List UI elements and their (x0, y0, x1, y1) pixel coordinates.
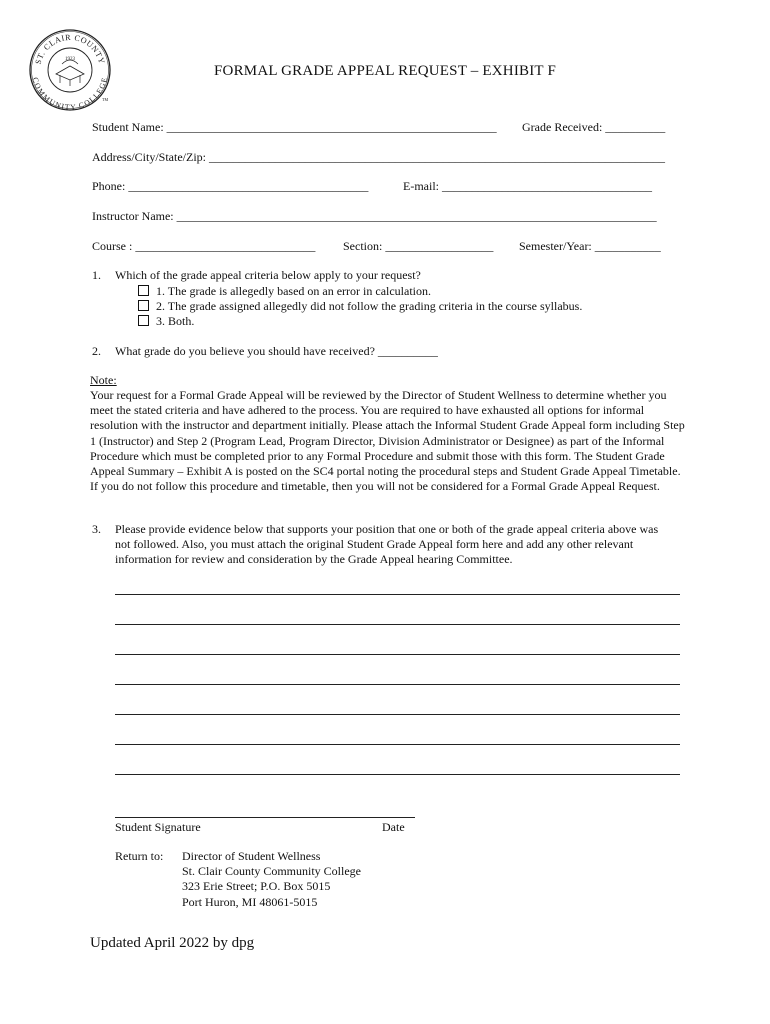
svg-text:ST. CLAIR COUNTY: ST. CLAIR COUNTY (33, 32, 107, 66)
question-3-text: Please provide evidence below that supports your position that one or both of the grade appeal criteria above was not followed. Also, you must attach the original Student Grade Appeal form here and add any other relevant information for review and consideration by the Grade Appeal hearing Committee. (115, 522, 659, 567)
question-1-number: 1. (92, 268, 101, 282)
note-body: Your request for a Formal Grade Appeal will be reviewed by the Director of Student Wellness to determine whether you meet the stated criteria and have adhered to the process. You are required to have exhausted all options for informal resolution with the instructor and department initially. Please attach the Informal Student Grade Appeal form including Step 1 (Instructor) and Step 2 (Program Lead, Program Director, Division Administrator or Designee) as part of the Informal Procedure which must be completed prior to any Formal Procedure and submit those with this form. The Student Grade Appeal Summary – Exhibit A is posted on the SC4 portal noting the procedural steps and Student Grade Appeal Timetable. If you do not follow this procedure and timetable, then you will not be considered for a Formal Grade Appeal Request. (90, 388, 685, 494)
signature-label: Student Signature (115, 820, 201, 834)
question-2-number: 2. (92, 344, 101, 358)
instructor-name-field[interactable]: Instructor Name: ________________________________________________________________________________ (92, 209, 657, 223)
phone-field[interactable]: Phone: ________________________________________ (92, 179, 369, 193)
page-title: FORMAL GRADE APPEAL REQUEST – EXHIBIT F (214, 63, 556, 79)
evidence-line-3[interactable] (115, 654, 680, 655)
grade-received-field[interactable]: Grade Received: __________ (522, 120, 666, 134)
evidence-line-6[interactable] (115, 744, 680, 745)
return-address-line: 323 Erie Street; P.O. Box 5015 (182, 879, 331, 894)
criteria-option-2-label: 2. The grade assigned allegedly did not follow the grading criteria in the course syllabus. (156, 299, 583, 313)
signature-line[interactable] (115, 817, 415, 818)
criteria-option-1[interactable] (138, 284, 431, 299)
checkbox[interactable] (138, 315, 149, 326)
course-field[interactable]: Course : ______________________________ (92, 239, 316, 253)
evidence-line-4[interactable] (115, 684, 680, 685)
evidence-line-7[interactable] (115, 774, 680, 775)
criteria-option-3[interactable] (138, 314, 194, 329)
note-heading: Note: (90, 373, 117, 387)
criteria-option-2[interactable] (138, 299, 582, 314)
checkbox[interactable] (138, 300, 149, 311)
section-field[interactable]: Section: __________________ (343, 239, 494, 253)
email-field[interactable]: E-mail: ___________________________________ (403, 179, 652, 193)
return-address (182, 849, 361, 910)
return-address-line: St. Clair County Community College (182, 864, 362, 879)
footer-updated-note: Updated April 2022 by dpg (90, 935, 255, 951)
semester-year-field[interactable]: Semester/Year: ___________ (519, 239, 661, 253)
return-address-line: Director of Student Wellness (182, 849, 321, 863)
trademark-mark: TM (102, 97, 108, 102)
address-field[interactable]: Address/City/State/Zip: ____________________________________________________________________________ (92, 150, 665, 164)
evidence-line-2[interactable] (115, 624, 680, 625)
return-address-line: Port Huron, MI 48061-5015 (182, 894, 318, 909)
question-3-number: 3. (92, 522, 101, 536)
evidence-line-1[interactable] (115, 594, 680, 595)
student-name-field[interactable]: Student Name: _______________________________________________________ (92, 120, 497, 134)
question-1-text: Which of the grade appeal criteria below apply to your request? (115, 268, 421, 282)
svg-text:COMMUNITY COLLEGE: COMMUNITY COLLEGE (30, 76, 110, 112)
evidence-line-5[interactable] (115, 714, 680, 715)
question-2-text[interactable]: What grade do you believe you should have received? __________ (115, 344, 438, 358)
return-to-label: Return to: (115, 849, 164, 863)
checkbox[interactable] (138, 285, 149, 296)
date-label: Date (382, 820, 405, 834)
criteria-option-1-label: 1. The grade is allegedly based on an error in calculation. (156, 284, 432, 298)
criteria-option-3-label: 3. Both. (156, 314, 195, 328)
svg-text:1923: 1923 (65, 57, 75, 62)
